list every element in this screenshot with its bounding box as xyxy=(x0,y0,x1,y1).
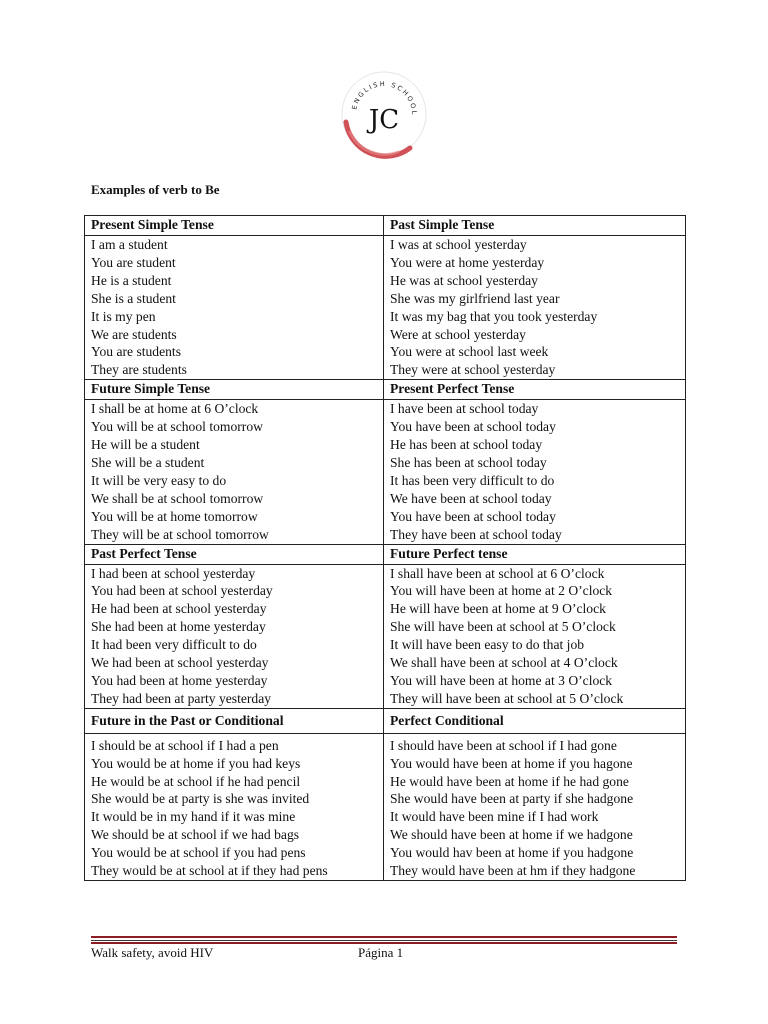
example-sentence: He was at school yesterday xyxy=(390,272,538,288)
example-sentence: She is a student xyxy=(91,290,176,306)
example-sentence: I have been at school today xyxy=(390,401,539,417)
tense-examples-cell xyxy=(384,400,686,544)
example-sentence: You would be at school if you had pens xyxy=(91,845,306,861)
example-sentence: You will have been at home at 2 O’clock xyxy=(390,583,613,599)
tense-examples-cell xyxy=(384,564,686,708)
tense-header-row xyxy=(85,708,686,733)
example-sentence: She would be at party is she was invited xyxy=(91,791,310,807)
tense-title: Present Simple Tense xyxy=(85,216,384,236)
tense-examples-cell xyxy=(384,236,686,380)
example-sentence: You will be at school tomorrow xyxy=(91,419,263,435)
tense-title: Future Perfect tense xyxy=(384,544,686,564)
example-sentence: He has been at school today xyxy=(390,437,543,453)
example-sentence: He would have been at home if he had gone xyxy=(390,773,629,789)
example-sentence: He had been at school yesterday xyxy=(91,601,267,617)
example-sentence: You were at home yesterday xyxy=(390,254,545,270)
example-sentence: They would have been at hm if they hadgone xyxy=(390,863,636,879)
example-sentence: I should be at school if I had a pen xyxy=(91,737,279,753)
tense-title: Future Simple Tense xyxy=(85,380,384,400)
example-sentence: They had been at party yesterday xyxy=(91,690,272,706)
example-sentence: You had been at school yesterday xyxy=(91,583,273,599)
example-sentence: She will have been at school at 5 O’clock xyxy=(390,619,616,635)
example-sentence: I was at school yesterday xyxy=(390,237,527,252)
footer-divider-thin xyxy=(91,940,677,941)
example-sentence: They are students xyxy=(91,362,187,378)
example-sentence: We are students xyxy=(91,326,177,342)
example-sentence: We have been at school today xyxy=(390,490,552,506)
example-sentence: She has been at school today xyxy=(390,454,547,470)
tense-examples-cell xyxy=(85,236,384,380)
example-sentence: She will be a student xyxy=(91,454,205,470)
example-sentence: He would be at school if he had pencil xyxy=(91,773,301,789)
example-sentence: They were at school yesterday xyxy=(390,362,556,378)
logo-arc-text: ENGLISH SCHOOL xyxy=(350,79,419,117)
example-sentence: We shall have been at school at 4 O’clock xyxy=(390,655,618,671)
example-sentence: You would hav been at home if you hadgone xyxy=(390,845,634,861)
example-sentence: I am a student xyxy=(91,237,168,252)
example-sentence: You are student xyxy=(91,254,176,270)
example-sentence: It will be very easy to do xyxy=(91,472,227,488)
example-sentence: You would have been at home if you hagone xyxy=(390,755,633,771)
example-sentence: Were at school yesterday xyxy=(390,326,526,342)
example-sentence: He will be a student xyxy=(91,437,200,453)
tense-examples-row xyxy=(85,564,686,708)
tense-title: Perfect Conditional xyxy=(384,708,686,733)
example-sentence: I had been at school yesterday xyxy=(91,565,256,581)
footer-divider-bottom xyxy=(91,942,677,944)
tense-title: Past Simple Tense xyxy=(384,216,686,236)
example-sentence: They will have been at school at 5 O’clock xyxy=(390,690,624,706)
example-sentence: They have been at school today xyxy=(390,526,562,542)
example-sentence: You were at school last week xyxy=(390,344,549,360)
tense-examples-row xyxy=(85,733,686,880)
example-sentence: You had been at home yesterday xyxy=(91,672,268,688)
example-sentence: He is a student xyxy=(91,272,172,288)
example-sentence: It is my pen xyxy=(91,308,156,324)
example-sentence: You have been at school today xyxy=(390,419,556,435)
example-sentence: We had been at school yesterday xyxy=(91,655,269,671)
example-sentence: I shall be at home at 6 O’clock xyxy=(91,401,259,417)
tense-title: Past Perfect Tense xyxy=(85,544,384,564)
footer-slogan: Walk safety, avoid HIV xyxy=(91,945,214,960)
example-sentence: We shall be at school tomorrow xyxy=(91,490,264,506)
example-sentence: I shall have been at school at 6 O’clock xyxy=(390,565,605,581)
example-sentence: You have been at school today xyxy=(390,508,556,524)
tense-examples-row xyxy=(85,236,686,380)
tense-examples-cell xyxy=(85,400,384,544)
example-sentence: They would be at school at if they had pens xyxy=(91,863,328,879)
verb-tense-table xyxy=(84,215,686,881)
tense-title: Present Perfect Tense xyxy=(384,380,686,400)
footer-divider xyxy=(91,936,677,938)
example-sentence: It would be in my hand if it was mine xyxy=(91,809,296,825)
example-sentence: I should have been at school if I had gone xyxy=(390,737,617,753)
page-number: Página 1 xyxy=(358,945,404,960)
example-sentence: She would have been at party if she hadgone xyxy=(390,791,634,807)
example-sentence: We should be at school if we had bags xyxy=(91,827,300,843)
example-sentence: It had been very difficult to do xyxy=(91,637,257,653)
example-sentence: You will have been at home at 3 O’clock xyxy=(390,672,613,688)
example-sentence: You are students xyxy=(91,344,181,360)
example-sentence: It will have been easy to do that job xyxy=(390,637,585,653)
example-sentence: You would be at home if you had keys xyxy=(91,755,301,771)
school-logo xyxy=(336,66,432,162)
logo-monogram: JC xyxy=(368,105,400,135)
tense-examples-row xyxy=(85,400,686,544)
example-sentence: It was my bag that you took yesterday xyxy=(390,308,598,324)
tense-header-row xyxy=(85,380,686,400)
document-heading: Examples of verb to Be xyxy=(91,182,220,197)
example-sentence: He will have been at home at 9 O’clock xyxy=(390,601,606,617)
example-sentence: She had been at home yesterday xyxy=(91,619,266,635)
example-sentence: You will be at home tomorrow xyxy=(91,508,258,524)
example-sentence: We should have been at home if we hadgone xyxy=(390,827,633,843)
tense-header-row xyxy=(85,216,686,236)
example-sentence: It would have been mine if I had work xyxy=(390,809,599,825)
tense-title: Future in the Past or Conditional xyxy=(85,708,384,733)
example-sentence: They will be at school tomorrow xyxy=(91,526,269,542)
tense-examples-cell xyxy=(85,733,384,880)
example-sentence: She was my girlfriend last year xyxy=(390,290,560,306)
tense-examples-cell xyxy=(384,733,686,880)
example-sentence: It has been very difficult to do xyxy=(390,472,555,488)
tense-header-row xyxy=(85,544,686,564)
tense-examples-cell xyxy=(85,564,384,708)
